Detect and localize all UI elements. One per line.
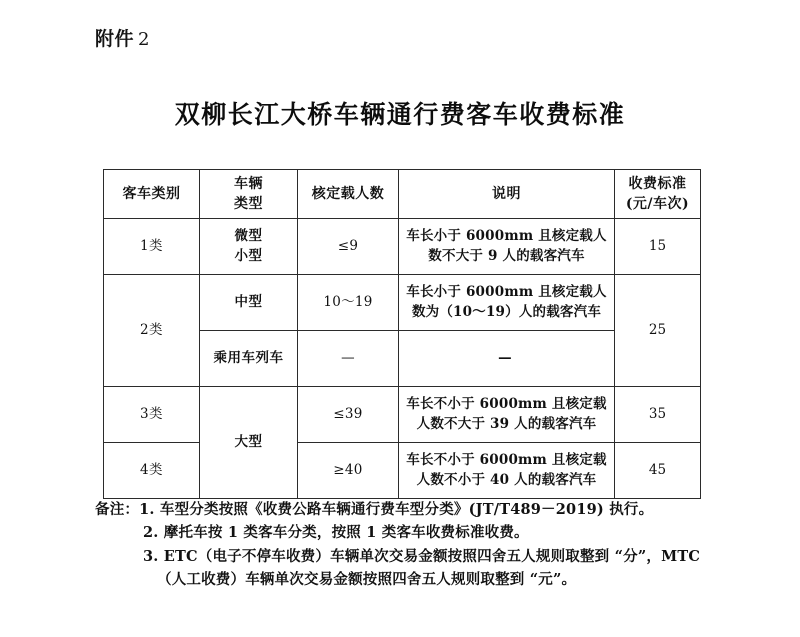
fee-table-container <box>103 169 700 499</box>
cell-vehicle-type-3: 乘用车列车 <box>200 331 298 387</box>
table-row <box>104 443 701 499</box>
header-fee-line2: (元/车次) <box>625 196 690 212</box>
cell-capacity-4: ≤39 <box>298 387 399 443</box>
table-header-row <box>104 170 701 219</box>
header-description: 说明 <box>399 170 615 219</box>
table-row <box>104 219 701 275</box>
notes-section <box>95 498 735 592</box>
cell-description-4 <box>399 387 615 443</box>
attachment-label <box>95 24 150 51</box>
header-vehicle-type-line1: 车辆 <box>234 175 263 192</box>
note-item-3-line1: 3. ETC（电子不停车收费）车辆单次交易金额按照四舍五人规则取整到 “分”，MTC <box>143 547 701 565</box>
cell-fee-2: 25 <box>615 275 701 387</box>
note-item-1-text: 1. 车型分类按照《收费公路车辆通行费车型分类》(JT/T489－2019) 执行。 <box>139 501 654 518</box>
header-vehicle-type <box>200 170 298 219</box>
header-vehicle-type-line2: 类型 <box>234 196 263 212</box>
cell-category-1: 1类 <box>104 219 200 275</box>
note-item-2: 2. 摩托车按 1 类客车分类，按照 1 类客车收费标准收费。 <box>143 524 529 542</box>
cell-description-5-line1: 车长不小于 6000mm 且核定载 <box>406 451 607 468</box>
cell-vehicle-type-1-line2: 小型 <box>234 247 263 264</box>
cell-category-4: 4类 <box>104 443 200 499</box>
cell-capacity-3: — <box>298 331 399 387</box>
attachment-number: 2 <box>138 29 150 50</box>
cell-description-4-line2: 人数不大于 39 人的载客汽车 <box>416 415 597 432</box>
cell-description-3: — <box>399 331 615 387</box>
cell-description-5-line2: 人数不小于 40 人的载客汽车 <box>416 471 597 488</box>
header-fee-line1: 收费标准 <box>628 175 687 192</box>
cell-vehicle-type-1-line1: 微型 <box>234 227 263 244</box>
cell-fee-4: 45 <box>615 443 701 499</box>
header-capacity: 核定载人数 <box>298 170 399 219</box>
header-fee <box>615 170 701 219</box>
cell-capacity-2: 10～19 <box>298 275 399 331</box>
page-title: 双柳长江大桥车辆通行费客车收费标准 <box>174 100 626 129</box>
cell-description-1-line1: 车长小于 6000mm 且核定载人 <box>406 227 607 244</box>
cell-category-2: 2类 <box>104 275 200 387</box>
cell-vehicle-type-4: 大型 <box>200 387 298 499</box>
header-category: 客车类别 <box>104 170 200 219</box>
cell-description-4-line1: 车长不小于 6000mm 且核定载 <box>406 395 607 412</box>
cell-fee-1: 15 <box>615 219 701 275</box>
cell-description-2-line1: 车长小于 6000mm 且核定载人 <box>406 283 607 300</box>
cell-fee-3: 35 <box>615 387 701 443</box>
cell-capacity-1: ≤9 <box>298 219 399 275</box>
cell-description-2-line2: 数为（10～19）人的载客汽车 <box>411 303 602 320</box>
table-row <box>104 387 701 443</box>
cell-category-3: 3类 <box>104 387 200 443</box>
cell-capacity-5: ≥40 <box>298 443 399 499</box>
cell-description-5 <box>399 443 615 499</box>
cell-description-1-line2: 数不大于 9 人的载客汽车 <box>428 247 585 264</box>
table-row <box>104 275 701 331</box>
attachment-label-text: 附件 <box>95 28 135 50</box>
cell-description-2 <box>399 275 615 331</box>
fee-table <box>103 169 701 499</box>
cell-vehicle-type-1 <box>200 219 298 275</box>
note-item-1 <box>95 498 735 521</box>
cell-description-1 <box>399 219 615 275</box>
note-item-3-line2: （人工收费）车辆单次交易金额按照四舍五人规则取整到 “元”。 <box>157 571 577 589</box>
cell-vehicle-type-2: 中型 <box>200 275 298 331</box>
notes-label: 备注： <box>95 501 140 518</box>
